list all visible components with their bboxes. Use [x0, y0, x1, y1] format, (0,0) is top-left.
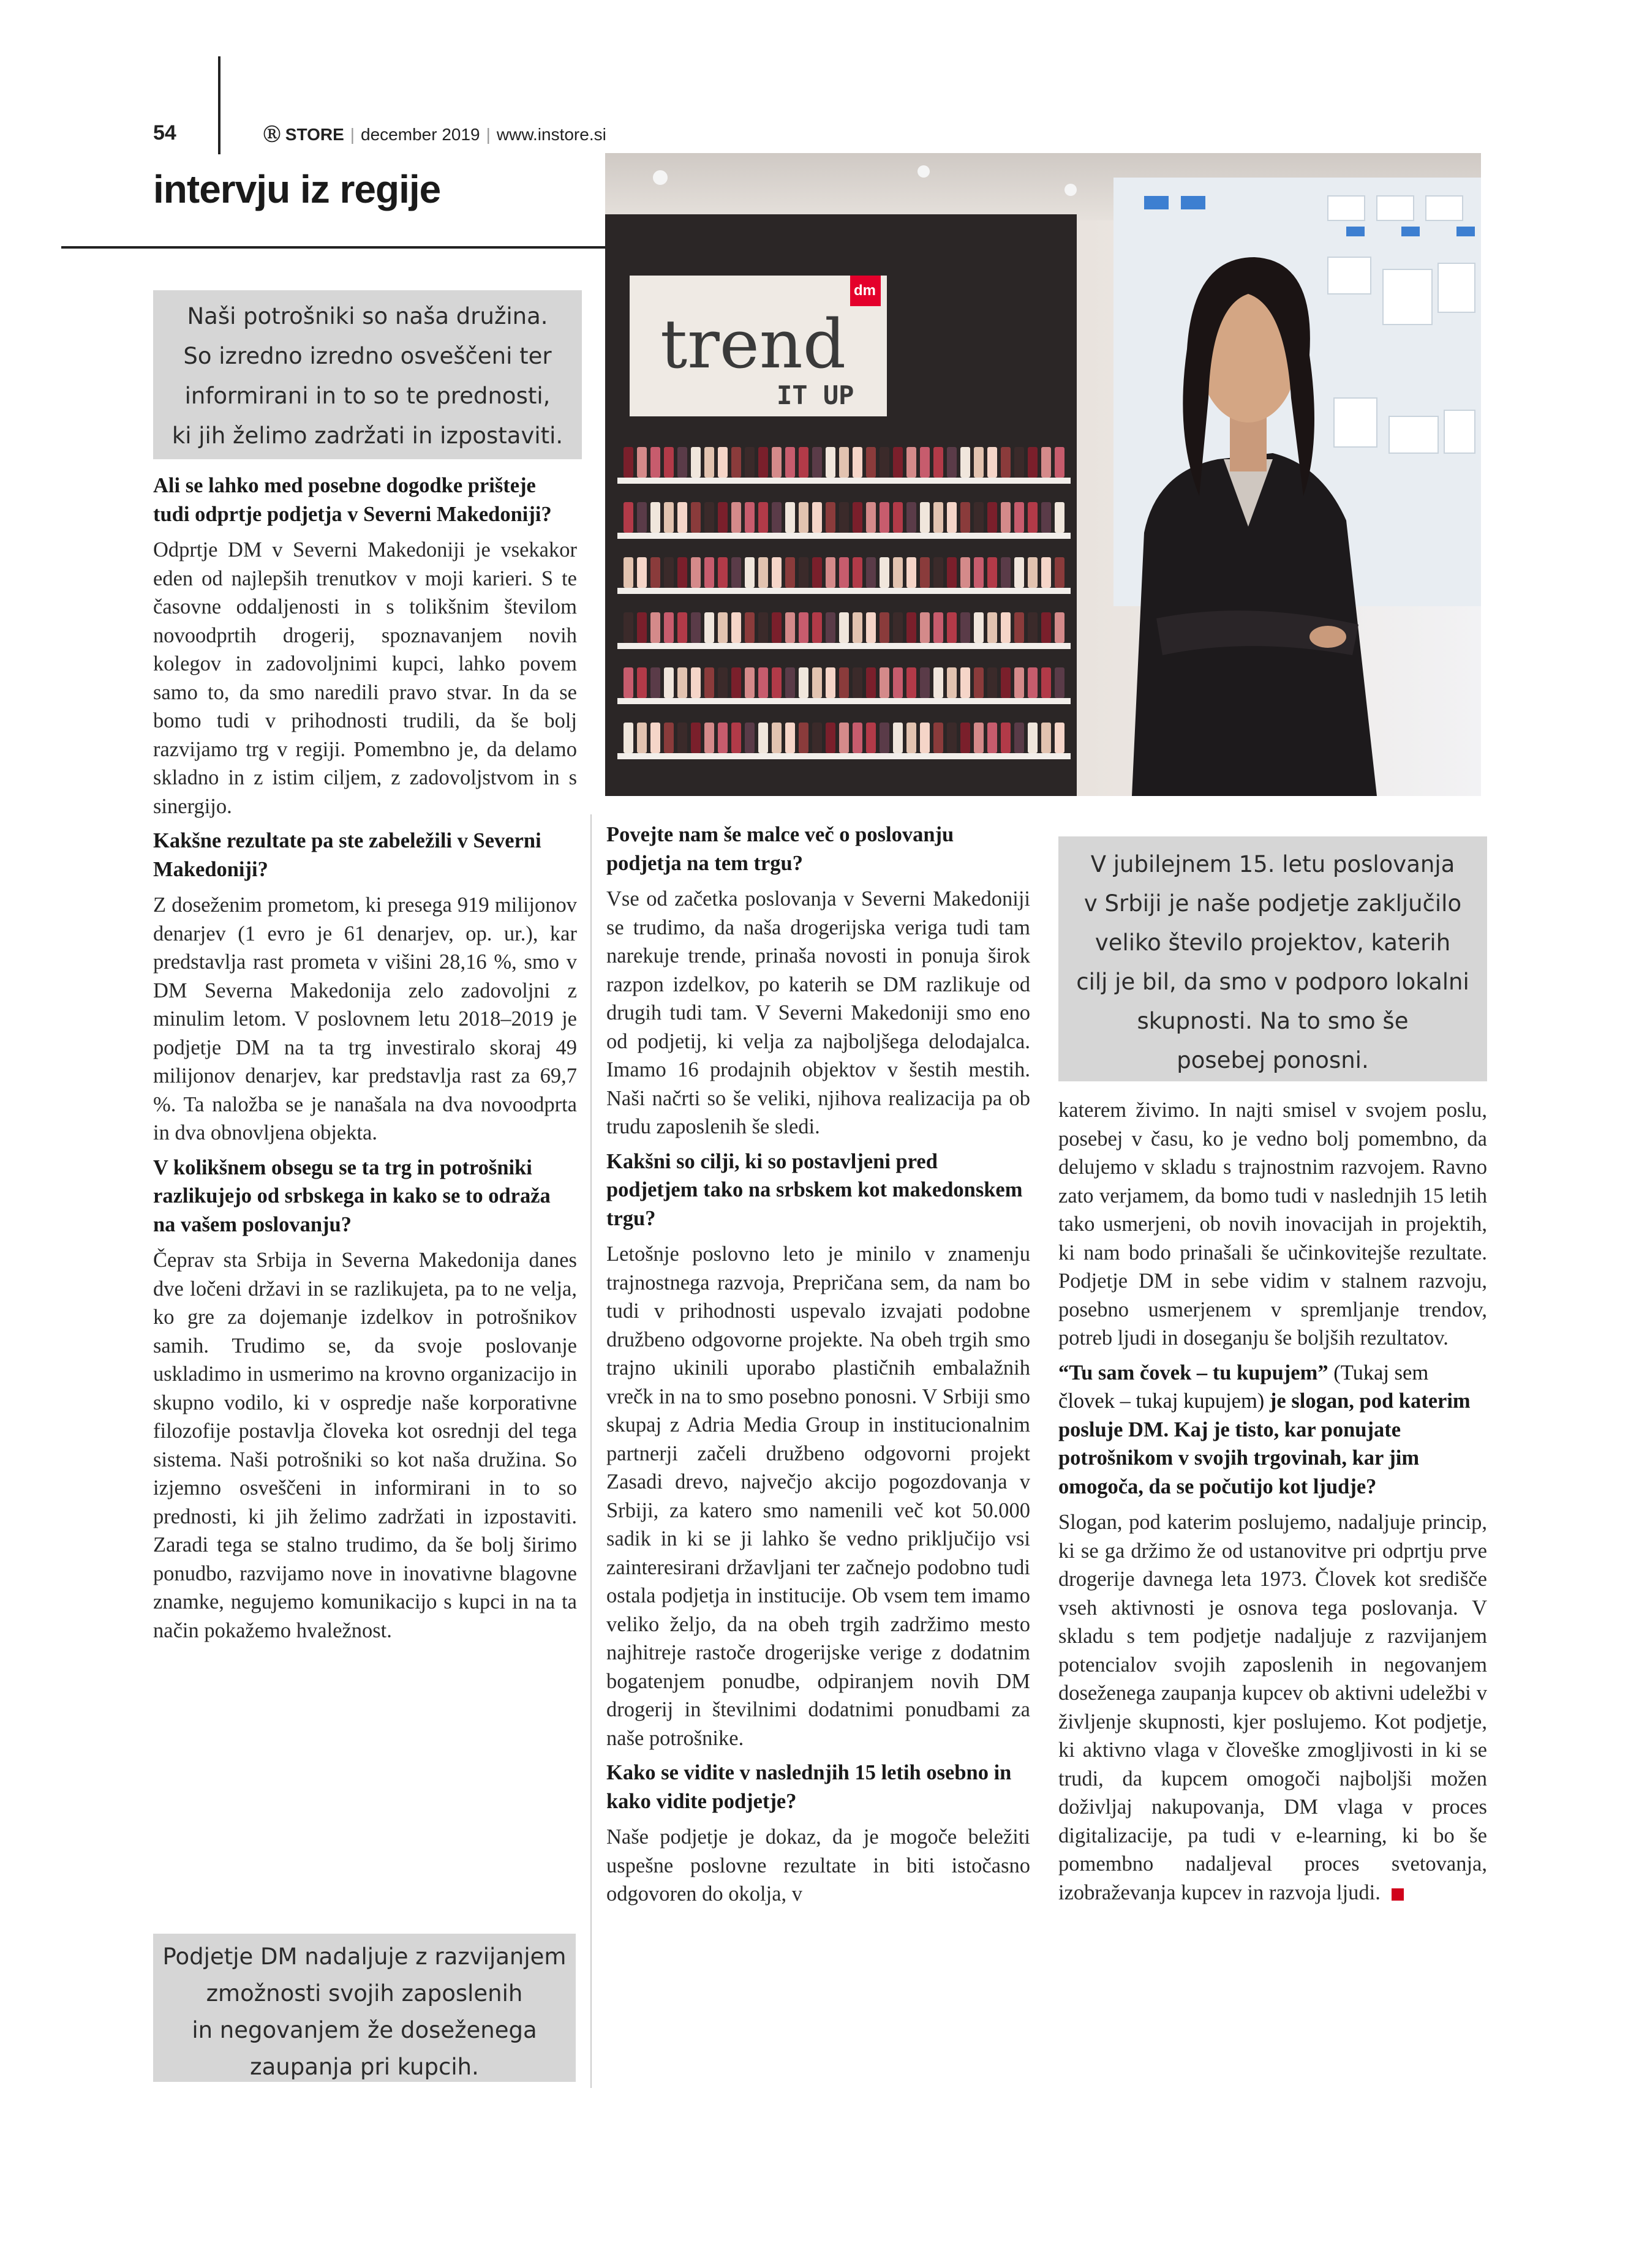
cosmetic-bottle [920, 447, 930, 478]
cosmetic-bottle [624, 447, 633, 478]
cosmetic-bottle [960, 557, 970, 588]
cosmetic-bottle [906, 447, 916, 478]
cosmetic-bottle [650, 723, 660, 753]
cosmetic-bottle [718, 612, 728, 643]
cosmetic-bottle [650, 502, 660, 533]
cosmetic-bottle [933, 502, 943, 533]
interview-answer: Letošnje poslovno leto je minilo v znamenju trajnostnega razvoja, Prepričana sem, da nam bo tudi v prihodnosti uspevalo izvajati podobne družbeno odgovorne projekte. Na obeh trgih smo trajno ukinili uporabo plastičnih embalažnih vrečk in na to smo posebno ponosni. V Srbiji smo skupaj z Adria Media Group in institucionalnim partnerji začeli družbeno odgovorni projekt Zasadi drevo, največjo akcijo pogozdovanja v Srbiji, za katero smo namenili več kot 50.000 sadik in ki se ji lahko še vedno priključijo vsi zainteresirani državljani ter začnejo podobno tudi ostala podjetja in institucije. Ob vsem tem imamo veliko željo, da na obeh trgih zadržimo mesto najhitreje rastoče drogerijske verige z dodatnim bogatenjem ponudbe, odpiranjem novih DM drogerij in številnimi dodatnimi ponudbami za naše potrošnike. [606, 1242, 1030, 1750]
header-divider [218, 56, 220, 154]
cosmetic-bottle [799, 447, 808, 478]
cosmetic-bottle [1001, 502, 1011, 533]
cosmetic-bottle [691, 502, 701, 533]
pull-quote-line: Naši potrošniki so naša družina. [187, 303, 548, 329]
cosmetic-bottle [960, 447, 970, 478]
cosmetic-bottle [758, 447, 768, 478]
cosmetic-bottle [624, 612, 633, 643]
cosmetic-bottle [987, 612, 997, 643]
cosmetic-bottle [691, 723, 701, 753]
interview-question: Kakšne rezultate pa ste zabeležili v Severni Makedoniji? [153, 829, 541, 881]
cosmetic-bottle [704, 447, 714, 478]
cosmetic-bottle [731, 667, 741, 698]
pull-quote-line: Podjetje DM nadaljuje z razvijanjem [162, 1943, 567, 1970]
cosmetic-bottle [947, 557, 957, 588]
cosmetic-bottle [1001, 723, 1011, 753]
cosmetic-bottle [1028, 502, 1038, 533]
cosmetic-bottle [691, 612, 701, 643]
cosmetic-bottle [745, 447, 755, 478]
cosmetic-bottle [947, 667, 957, 698]
cosmetic-bottle [1055, 612, 1064, 643]
cosmetic-bottle [731, 723, 741, 753]
cosmetic-bottle [664, 612, 674, 643]
cosmetic-bottle [785, 612, 795, 643]
cosmetic-bottle [677, 667, 687, 698]
cosmetic-bottle [664, 557, 674, 588]
cosmetic-bottle [974, 612, 984, 643]
cosmetic-bottle [960, 612, 970, 643]
cosmetic-bottle [624, 723, 633, 753]
cosmetic-bottle [677, 557, 687, 588]
interview-answer: Vse od začetka poslovanja v Severni Makedoniji se trudimo, da naša drogerijska veriga tudi tam narekuje trende, prinaša novosti in ponuja širok razpon izdelkov, po katerih se DM razlikuje od drugih tudi tam. V Severni Makedoniji smo eno od podjetij, ki velja za najboljšega delodajalca. Imamo 16 prodajnih objektov v šestih mestih. Naši načrti so še veliki, njihova realizacija pa ob trudu zaposlenih še sledi. [606, 887, 1030, 1138]
cosmetic-bottle [650, 612, 660, 643]
cosmetic-bottle [731, 502, 741, 533]
cosmetic-bottle [866, 502, 876, 533]
cosmetic-bottle [812, 723, 822, 753]
display-sign: trend [660, 305, 846, 383]
cosmetic-bottle [893, 667, 903, 698]
cosmetic-bottle [880, 612, 889, 643]
cosmetic-bottle [1028, 557, 1038, 588]
cosmetic-bottle [704, 723, 714, 753]
cosmetic-bottle [731, 612, 741, 643]
cosmetic-bottle [799, 667, 808, 698]
cosmetic-bottle [637, 502, 647, 533]
pull-quote-line: cilj je bil, da smo v podporo lokalni [1076, 969, 1469, 995]
display-shelf [617, 643, 1071, 649]
cosmetic-bottle [637, 612, 647, 643]
cosmetic-bottle [1001, 612, 1011, 643]
question-text: je slogan, pod katerim posluje DM. Kaj je tisto, kar ponujate potrošnikom v svojih trgovinah, kar jim omogoča, da se počutijo kot ljudje? [1058, 1389, 1471, 1498]
cosmetic-bottle [839, 612, 849, 643]
display-subsign: IT UP [777, 380, 854, 410]
cosmetic-bottle [974, 502, 984, 533]
cosmetic-bottle [839, 447, 849, 478]
cosmetic-bottle [758, 612, 768, 643]
cosmetic-bottle [650, 667, 660, 698]
cosmetic-bottle [758, 667, 768, 698]
cosmetic-bottle [704, 612, 714, 643]
display-shelf [617, 698, 1071, 704]
cosmetic-bottle [933, 612, 943, 643]
cosmetic-bottle [920, 723, 930, 753]
cosmetic-bottle [826, 667, 835, 698]
end-of-article-mark [1392, 1888, 1404, 1901]
cosmetic-bottle [947, 447, 957, 478]
interview-answer: Odprtje DM v Severni Makedoniji je vsekakor eden od najlepših trenutkov v moji karieri. S te časovne oddaljenosti in s tolikšnim številom novoodprtih drogerij, spoznavanjem novih kolegov in zadovoljnimi kupci, lahko povem samo to, da smo naredili pravo stvar. In da se bomo tudi v prihodnosti trudili, da še bolj razvijamo trg v regiji. Pomembno je, da delamo skladno in z istim ciljem, z zadovoljstvom in s sinergijo. [153, 538, 577, 818]
pull-quote-line: skupnosti. Na to smo še [1137, 1008, 1409, 1034]
cosmetic-bottle [826, 502, 835, 533]
issue-date: december 2019 [361, 125, 480, 144]
interview-answer: Naše podjetje je dokaz, da je mogoče beležiti uspešne poslovne rezultate in biti istočasno odgovoren do okolja, v [606, 1825, 1030, 1906]
cosmetic-bottle [1028, 447, 1038, 478]
cosmetic-bottle [1014, 723, 1024, 753]
interview-question: V kolikšnem obsegu se ta trg in potrošniki razlikujejo od srbskega in kako se to odraža na vašem poslovanju? [153, 1155, 551, 1236]
cosmetic-bottle [880, 557, 889, 588]
cosmetic-bottle [1055, 557, 1064, 588]
cosmetic-bottle [987, 447, 997, 478]
dm-logo: dm [854, 282, 876, 299]
pull-quote-line: posebej ponosni. [1177, 1047, 1369, 1073]
cosmetic-bottle [1041, 723, 1051, 753]
cosmetic-bottle [677, 502, 687, 533]
article-column-1 [153, 471, 577, 1651]
cosmetic-bottle [1028, 612, 1038, 643]
magazine-name: STORE [285, 125, 344, 144]
cosmetic-bottle [812, 667, 822, 698]
answer-text: Slogan, pod katerim poslujemo, nadaljuje princip, ki se ga držimo že od ustanovitve pri odprtju prve drogerije davnega leta 1973. Človek kot središče vseh aktivnosti je osnova tega poslovanja. V skladu s tem podjetje nadaljuje z razvijanjem potencialov svojih zaposlenih in negovanjem doseženega zaupanja kupcev ob aktivni udeležbi v življenje skupnosti, kjer poslujemo. Kot podjetje, ki aktivno vlaga v človeške zmogljivosti in ki se trudi, da kupcem omogoči najboljši možen doživljaj nakupovanja, DM vlaga v proces digitalizacije, pa tudi v e-learning, ki bo še pomembno nadaljeval proces svetovanja, izobraževanja kupcev in razvoja ljudi. [1058, 1511, 1487, 1904]
article-column-2 [606, 820, 1030, 1915]
cosmetic-bottle [920, 502, 930, 533]
cosmetic-bottle [906, 612, 916, 643]
interview-question [1058, 1359, 1487, 1501]
cosmetic-bottle [960, 667, 970, 698]
cosmetic-bottle [664, 502, 674, 533]
pull-quote-line: veliko število projektov, katerih [1095, 929, 1451, 956]
cosmetic-bottle [839, 502, 849, 533]
cosmetic-bottle [772, 502, 782, 533]
cosmetic-bottle [718, 667, 728, 698]
cosmetic-bottle [637, 667, 647, 698]
cosmetic-bottle [785, 502, 795, 533]
display-shelf [617, 478, 1071, 484]
cosmetic-bottle [1014, 612, 1024, 643]
cosmetic-bottle [772, 667, 782, 698]
interview-answer [1058, 1508, 1487, 1907]
cosmetic-bottle [624, 502, 633, 533]
cosmetic-bottle [1041, 667, 1051, 698]
cosmetic-bottle [826, 723, 835, 753]
cosmetic-bottle [624, 557, 633, 588]
header-meta: Ⓡ STORE | december 2019 | www.instore.si [263, 125, 606, 144]
cosmetic-bottle [826, 447, 835, 478]
cosmetic-bottle [785, 723, 795, 753]
cosmetic-bottle [799, 612, 808, 643]
cosmetic-bottle [731, 557, 741, 588]
website-link[interactable]: www.instore.si [496, 125, 606, 144]
cosmetic-bottle [866, 723, 876, 753]
article-column-3 [1058, 1096, 1487, 1913]
cosmetic-bottle [893, 502, 903, 533]
cosmetic-bottle [812, 447, 822, 478]
cosmetic-bottle [650, 447, 660, 478]
cosmetic-bottle [745, 667, 755, 698]
cosmetic-bottle [718, 447, 728, 478]
cosmetic-bottle [853, 723, 862, 753]
cosmetic-bottle [1055, 667, 1064, 698]
pull-quote-3 [1058, 836, 1487, 1081]
cosmetic-bottle [785, 557, 795, 588]
cosmetic-bottle [839, 667, 849, 698]
cosmetic-bottle [691, 447, 701, 478]
cosmetic-bottle [677, 723, 687, 753]
display-shelf [617, 753, 1071, 759]
cosmetic-bottle [772, 447, 782, 478]
cosmetic-bottle [933, 723, 943, 753]
cosmetic-bottle [758, 557, 768, 588]
cosmetic-bottle [920, 667, 930, 698]
cosmetic-bottle [906, 557, 916, 588]
cosmetic-bottle [880, 502, 889, 533]
title-rule [61, 246, 605, 249]
interview-answer: Z doseženim prometom, ki presega 919 milijonov denarjev (1 evro je 61 denarjev, op. ur.), kar predstavlja rast prometa v višini 28,16 %, smo v DM Severna Makedonija zelo zadovoljni z minulim letom. V poslovnem letu 2018–2019 je podjetje DM na ta trg investiralo skoraj 49 milijonov denarjev, kar predstavlja rast za 69,7 %. Ta naložba se je nanašala na dva novoodprta in dva obnovljena objekta. [153, 893, 577, 1144]
cosmetic-bottle [772, 723, 782, 753]
pull-quote-line: ki jih želimo zadržati in izpostaviti. [171, 422, 563, 449]
cosmetic-bottle [799, 502, 808, 533]
cosmetic-bottle [933, 557, 943, 588]
cosmetic-bottle [650, 557, 660, 588]
cosmetic-bottle [893, 612, 903, 643]
cosmetic-bottle [906, 502, 916, 533]
cosmetic-bottle [960, 723, 970, 753]
cosmetic-bottle [637, 723, 647, 753]
cosmetic-bottle [920, 612, 930, 643]
cosmetic-bottle [664, 447, 674, 478]
display-shelf [617, 588, 1071, 594]
cosmetic-bottle [664, 667, 674, 698]
cosmetic-bottle [893, 447, 903, 478]
cosmetic-bottle [718, 557, 728, 588]
store-logo-icon: Ⓡ [263, 125, 281, 144]
cosmetic-bottle [731, 447, 741, 478]
interview-question: Povejte nam še malce več o poslovanju podjetja na tem trgu? [606, 823, 954, 875]
pull-quote-line: So izredno izredno osveščeni ter [183, 343, 552, 369]
cosmetic-bottle [974, 447, 984, 478]
cosmetic-bottle [1055, 502, 1064, 533]
cosmetic-bottle [880, 447, 889, 478]
interview-question: Kako se vidite v naslednjih 15 letih osebno in kako vidite podjetje? [606, 1761, 1012, 1813]
cosmetic-bottle [947, 723, 957, 753]
cosmetic-bottle [866, 612, 876, 643]
cosmetic-bottle [906, 667, 916, 698]
interview-question: Kakšni so cilji, ki so postavljeni pred podjetjem tako na srbskem kot makedonskem trgu? [606, 1149, 1023, 1230]
cosmetic-bottle [772, 557, 782, 588]
cosmetic-bottle [987, 557, 997, 588]
slogan-translation: (Tukaj sem človek – tukaj kupujem) [1058, 1361, 1429, 1413]
cosmetic-bottle [745, 502, 755, 533]
cosmetic-bottle [677, 447, 687, 478]
section-title: intervju iz regije [153, 167, 441, 211]
cosmetic-bottle [1028, 667, 1038, 698]
cosmetic-bottle [866, 557, 876, 588]
cosmetic-bottle [947, 502, 957, 533]
cosmetic-bottle [987, 667, 997, 698]
cosmetic-bottle [893, 723, 903, 753]
interview-answer: Čeprav sta Srbija in Severna Makedonija danes dve ločeni državi in se razlikujeta, pa to ne velja, ko gre za dojemanje izdelkov in potrošnikov samih. Trudimo se, da svoje poslovanje uskladimo in usmerimo na krovno organizacijo in skupno vodilo, ki v ospredje naše korporativne filozofije postavlja človeka kot osrednji del tega sistema. Naši potrošniki so kot naša družina. So izjemno osveščeni in informirani in to so prednosti, ki jih želimo zadržati in izpostaviti. Zaradi tega se stalno trudimo, da še bolj širimo ponudbo, razvijamo nove in inovativne blagovne znamke, negujemo komunikacijo s kupci in na ta način pokažemo hvaležnost. [153, 1249, 577, 1642]
cosmetic-bottle [880, 723, 889, 753]
page-number: 54 [153, 121, 176, 145]
cosmetic-bottle [866, 447, 876, 478]
cosmetic-bottle [853, 447, 862, 478]
pull-quote-line: informirani in to so te prednosti, [184, 383, 551, 409]
cosmetic-bottle [704, 557, 714, 588]
cosmetic-bottle [853, 557, 862, 588]
cosmetic-bottle [933, 667, 943, 698]
cosmetic-bottle [853, 667, 862, 698]
cosmetic-bottle [853, 502, 862, 533]
cosmetic-bottle [1001, 557, 1011, 588]
cosmetic-bottle [1055, 723, 1064, 753]
slogan: “Tu sam čovek – tu kupujem” [1058, 1361, 1328, 1384]
cosmetic-bottle [799, 557, 808, 588]
cosmetic-bottle [839, 557, 849, 588]
cosmetic-bottle [785, 667, 795, 698]
cosmetic-bottle [812, 612, 822, 643]
pull-quote-line: zaupanja pri kupcih. [250, 2054, 479, 2080]
cosmetic-bottle [920, 557, 930, 588]
display-shelf [617, 533, 1071, 539]
cosmetic-bottle [974, 557, 984, 588]
cosmetic-bottle [637, 557, 647, 588]
cosmetic-bottle [704, 502, 714, 533]
pull-quote-line: zmožnosti svojih zaposlenih [206, 1980, 523, 2007]
cosmetic-bottle [745, 612, 755, 643]
cosmetic-bottle [718, 723, 728, 753]
interview-answer: katerem živimo. In najti smisel v svojem poslu, posebej v času, ko je vedno bolj pomembno, da delujemo v skladu s trajnostnim razvojem. Ravno zato verjamem, da bomo tudi v naslednjih 15 letih tako usmerjeni, ob novih inovacijah in projektih, ki nam bodo prinašali še učinkovitejše rezultate. Podjetje DM in sebe vidim v stalnem razvoju, posebno usmerjenem v spremljanje trendov, potreb ljudi in doseganju še boljših rezultatov. [1058, 1098, 1487, 1350]
cosmetic-bottle [826, 612, 835, 643]
interview-question: Ali se lahko med posebne dogodke prišteje tudi odprtje podjetja v Severni Makedoniji? [153, 474, 552, 526]
pull-quote-line: in negovanjem že doseženega [192, 2017, 537, 2043]
column-divider [590, 814, 592, 2088]
cosmetic-bottle [839, 723, 849, 753]
cosmetic-bottle [772, 612, 782, 643]
pull-quote-line: v Srbiji je naše podjetje zaključilo [1083, 890, 1462, 917]
cosmetic-bottle [1014, 447, 1024, 478]
cosmetic-bottle [1055, 447, 1064, 478]
cosmetic-bottle [758, 502, 768, 533]
cosmetic-bottle [1014, 667, 1024, 698]
cosmetic-bottle [691, 557, 701, 588]
cosmetic-bottle [718, 502, 728, 533]
cosmetic-bottle [799, 723, 808, 753]
cosmetic-bottle [624, 667, 633, 698]
cosmetic-bottle [785, 447, 795, 478]
cosmetic-bottle [812, 502, 822, 533]
cosmetic-bottle [893, 557, 903, 588]
pull-quote-line: V jubilejnem 15. letu poslovanja [1090, 851, 1455, 877]
cosmetic-bottle [745, 723, 755, 753]
cosmetic-bottle [987, 723, 997, 753]
cosmetic-bottle [758, 723, 768, 753]
cosmetic-bottle [1041, 502, 1051, 533]
cosmetic-bottle [906, 723, 916, 753]
cosmetic-bottle [704, 667, 714, 698]
cosmetic-bottle [1014, 557, 1024, 588]
pull-quote-2 [153, 1934, 576, 2082]
cosmetic-bottle [1041, 557, 1051, 588]
cosmetic-bottle [1041, 612, 1051, 643]
cosmetic-bottle [880, 667, 889, 698]
cosmetic-bottle [691, 667, 701, 698]
cosmetic-bottle [933, 447, 943, 478]
cosmetic-bottle [853, 612, 862, 643]
pull-quote-1 [153, 290, 582, 459]
cosmetic-bottle [947, 612, 957, 643]
cosmetic-bottle [1028, 723, 1038, 753]
cosmetic-bottle [812, 557, 822, 588]
cosmetic-bottle [974, 667, 984, 698]
cosmetic-bottle [866, 667, 876, 698]
cosmetic-bottle [974, 723, 984, 753]
cosmetic-bottle [987, 502, 997, 533]
cosmetic-bottle [1014, 502, 1024, 533]
cosmetic-bottle [826, 557, 835, 588]
cosmetic-bottle [664, 723, 674, 753]
cosmetic-bottle [1001, 667, 1011, 698]
cosmetic-bottle [677, 612, 687, 643]
cosmetic-bottle [745, 557, 755, 588]
cosmetic-bottle [1041, 447, 1051, 478]
cosmetic-bottle [1001, 447, 1011, 478]
cosmetic-bottle [637, 447, 647, 478]
interview-photo [605, 153, 1481, 796]
cosmetic-bottle [960, 502, 970, 533]
